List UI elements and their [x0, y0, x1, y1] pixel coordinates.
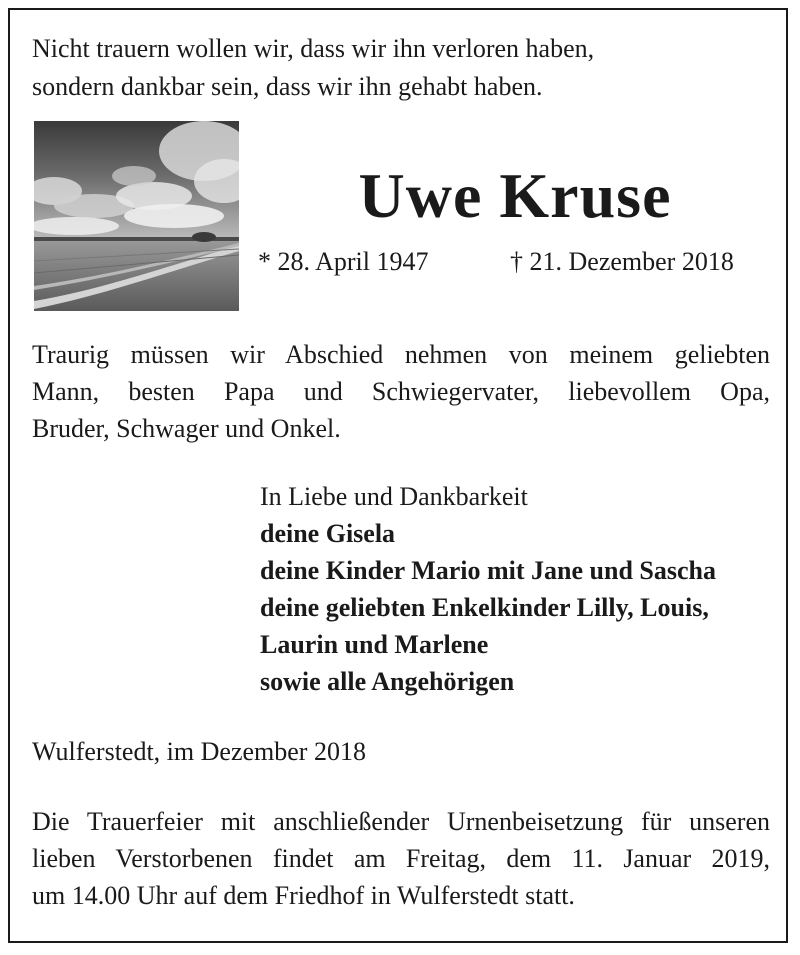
- deceased-name: Uwe Kruse: [358, 160, 672, 231]
- place-date: Wulferstedt, im Dezember 2018: [32, 737, 366, 766]
- landscape-photo-image: [34, 121, 239, 311]
- funeral-line-2: lieben Verstorbenen findet am Freitag, dem 11. Januar 2019,: [32, 844, 770, 873]
- mourner-line: deine Kinder Mario mit Jane und Sascha: [260, 556, 717, 585]
- landscape-photo: [34, 121, 239, 311]
- mourner-line: deine Gisela: [260, 519, 396, 548]
- quote-line-1: Nicht trauern wollen wir, dass wir ihn verloren haben,: [32, 34, 595, 63]
- memorial-quote: [32, 30, 594, 106]
- mourners-heading: In Liebe und Dankbarkeit: [260, 482, 528, 511]
- funeral-info: [32, 803, 770, 914]
- mourner-line: Laurin und Marlene: [260, 630, 489, 659]
- death-date: † 21. Dezember 2018: [510, 247, 734, 276]
- farewell-line-2: Mann, besten Papa und Schwiegervater, liebevollem Opa,: [32, 377, 770, 406]
- farewell-text: [32, 336, 770, 447]
- mourner-line: sowie alle Angehörigen: [260, 667, 515, 696]
- funeral-line-1: Die Trauerfeier mit anschließender Urnenbeisetzung für unseren: [32, 807, 770, 836]
- birth-date: * 28. April 1947: [258, 247, 429, 276]
- funeral-line-3: um 14.00 Uhr auf dem Friedhof in Wulferstedt statt.: [32, 881, 575, 910]
- mourner-line: deine geliebten Enkelkinder Lilly, Louis,: [260, 593, 709, 622]
- mourners-block: [260, 478, 716, 700]
- quote-line-2: sondern dankbar sein, dass wir ihn gehabt haben.: [32, 72, 543, 101]
- farewell-line-3: Bruder, Schwager und Onkel.: [32, 414, 341, 443]
- farewell-line-1: Traurig müssen wir Abschied nehmen von meinem geliebten: [32, 340, 770, 369]
